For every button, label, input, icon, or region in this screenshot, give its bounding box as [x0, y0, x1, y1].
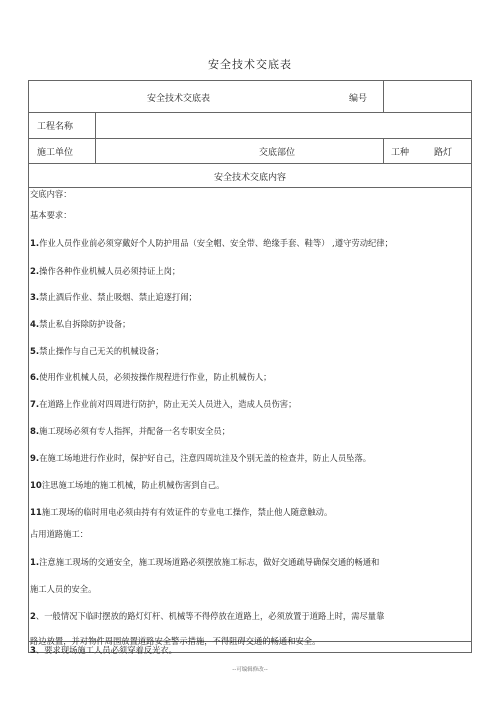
- section-title: 安全技术交底内容: [213, 173, 286, 183]
- basic-requirements-heading: 基本要求：: [30, 210, 72, 220]
- form-title-label: 安全技术交底表: [147, 94, 211, 104]
- list-item: 2.操作各种作业机械人员必须持证上岗；: [30, 266, 181, 277]
- list-item: 7.在道路上作业前对四周进行防护，防止无关人员进入，造成人员伤害；: [30, 399, 297, 410]
- disclosure-part-label: 交底部位: [259, 148, 296, 158]
- list-item: 5.禁止操作与自己无关的机械设备；: [30, 346, 164, 357]
- column-divider: [383, 81, 384, 112]
- list-item: 1.作业人员作业前必须穿戴好个人防护用品（安全帽、安全带、绝缘手套、鞋等） ,遵守劳动纪律；: [30, 238, 393, 249]
- work-type-label: 工种: [391, 148, 410, 158]
- list-item: 3.禁止酒后作业、禁止吸烟、禁止追逐打闹；: [30, 292, 197, 303]
- page-footer: --可编辑修改--: [232, 667, 268, 673]
- project-name-label: 工程名称: [37, 122, 74, 132]
- list-item: 9.在施工场地进行作业时，保护好自己，注意四周坑洼及个别无盖的检查井，防止人员坠落。: [30, 453, 372, 464]
- document-title: 安全技术交底表: [208, 58, 292, 71]
- row-divider: [29, 187, 471, 188]
- row-divider: [29, 163, 471, 164]
- content-intro: 交底内容：: [30, 189, 72, 199]
- list-item: 11施工现场的临时用电必须由持有有效证件的专业电工操作，禁止他人随意触动。: [30, 507, 333, 518]
- list-item: 路边放置，并对物件周围放置道路安全警示措施，不得阻碍交通的畅通和安全。: [30, 636, 321, 646]
- number-label: 编号: [349, 94, 368, 104]
- list-item: 施工人员的安全。: [30, 584, 97, 594]
- road-construction-heading: 占用道路施工：: [30, 529, 89, 539]
- list-item: 4.禁止私自拆除防护设备；: [30, 319, 131, 330]
- column-divider: [95, 112, 96, 163]
- construction-unit-label: 施工单位: [37, 148, 74, 158]
- list-item: 6.使用作业机械人员，必须按操作规程进行作业，防止机械伤人；: [30, 372, 272, 383]
- column-divider: [383, 138, 384, 163]
- list-item: 3、要求现场施工人员必须穿着反光衣。: [30, 645, 177, 656]
- disclosure-form: [28, 80, 472, 656]
- list-item: 10注思施工场地的施工机械，防止机械伤害到自己。: [30, 480, 225, 491]
- work-type-value: 路灯: [434, 148, 453, 158]
- list-item: 8.施工现场必须有专人指挥，并配备一名专职安全员；: [30, 426, 230, 437]
- list-item: 2、一般情况下临时摆放的路灯灯杆、机械等不得停放在道路上，必须放置于道路上时，需尽量靠: [30, 611, 385, 622]
- list-item: 1.注意施工现场的交通安全，施工现场道路必须摆放施工标志，做好交通疏导确保交通的畅通和: [30, 557, 380, 568]
